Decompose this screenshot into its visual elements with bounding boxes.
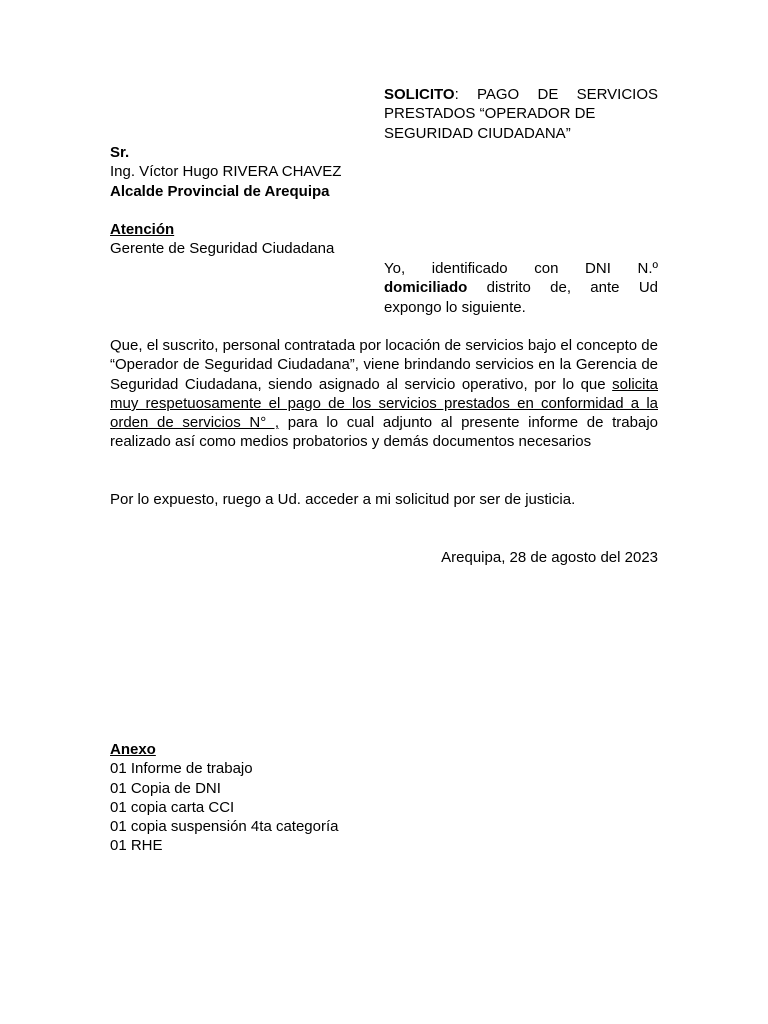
closing-text: Por lo expuesto, ruego a Ud. acceder a mi solicitud por ser de justicia. [110, 491, 576, 508]
identification-line-expose: expongo lo siguiente. [384, 298, 526, 316]
domicile-label: domiciliado [384, 279, 468, 297]
request-text-underlined: solicita muy respetuosamente el pago de los servicios prestados en conformidad a la orden de servicios N° , [110, 375, 658, 432]
place-date [384, 548, 658, 567]
subject-text-continued: SEGURIDAD CIUDADANA” [384, 124, 571, 142]
identification-block [384, 259, 658, 317]
identification-line-domicile [384, 278, 658, 297]
annex-item: 01 Informe de trabajo [110, 760, 253, 778]
recipient-salutation: Sr. [110, 144, 130, 161]
annex-item: 01 Copia de DNI [110, 779, 221, 797]
annex-item: 01 copia suspensión 4ta categoría [110, 818, 339, 836]
recipient-block [110, 143, 410, 201]
recipient-name: Ing. Víctor Hugo RIVERA CHAVEZ [110, 163, 342, 181]
request-text-start: Que, el suscrito, personal contratada por locación de servicios bajo el concepto de “Operador de Seguridad Ciudadana”, viene brindando servicios en la Gerencia de Seguridad Ciudadana, siendo asignado al servicio operativo, por lo que [110, 337, 658, 393]
subject-block [384, 85, 658, 143]
request-text-end: para lo cual adjunto al presente informe de trabajo realizado así como medios probatorios y demás documentos necesarios [110, 414, 658, 451]
annex-item: 01 copia carta CCI [110, 798, 235, 816]
attention-block [110, 220, 410, 259]
attention-label: Atención [110, 221, 175, 238]
body-paragraph-closing [110, 490, 658, 509]
identification-line-dni: Yo, identificado con DNI N.º [384, 260, 658, 277]
recipient-title: Alcalde Provincial de Arequipa [110, 182, 330, 200]
domicile-text: distrito de, ante Ud [467, 279, 658, 297]
annex-item: 01 RHE [110, 837, 163, 855]
subject-text: : PAGO DE SERVICIOS PRESTADOS “OPERADOR DE [384, 86, 658, 123]
annex-label: Anexo [110, 741, 156, 758]
place-date-text: Arequipa, 28 de agosto del 2023 [441, 549, 658, 566]
body-paragraph-request [110, 336, 658, 452]
subject-label: SOLICITO [384, 86, 455, 103]
annex-block [110, 740, 430, 856]
attention-recipient: Gerente de Seguridad Ciudadana [110, 240, 335, 258]
